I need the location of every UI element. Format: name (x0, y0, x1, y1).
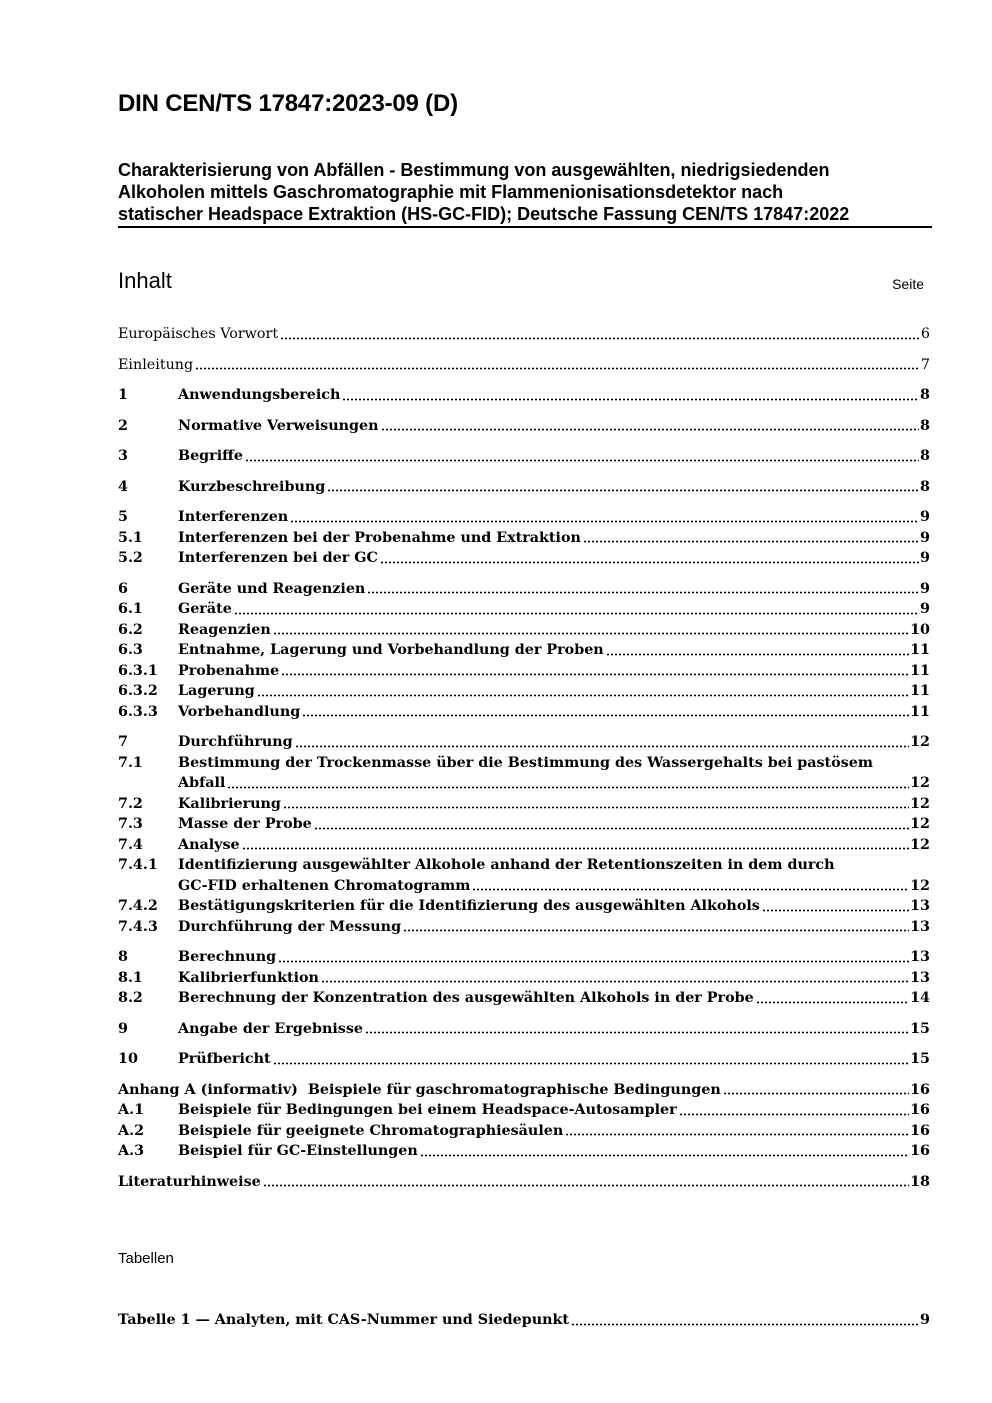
toc-entry-number: 6.3.2 (118, 683, 158, 699)
toc-entry-page: 12 (910, 775, 930, 791)
toc-entry-number: A.2 (118, 1122, 145, 1139)
toc-entry-page: 11 (910, 642, 930, 658)
document-title (118, 159, 932, 228)
leader-dots (381, 428, 920, 431)
toc-entry[interactable] (118, 1049, 930, 1070)
toc-entry[interactable] (118, 599, 930, 620)
leader-dots (263, 1184, 909, 1187)
toc-entry-number: 8.2 (118, 990, 143, 1006)
toc-entry-number: 5 (118, 509, 128, 525)
leader-dots (302, 714, 909, 717)
toc-entry-page: 12 (910, 877, 930, 894)
toc-entry-number: 7.1 (118, 754, 143, 771)
toc-entry[interactable] (118, 732, 930, 753)
toc-entry-page: 9 (920, 580, 930, 597)
toc-entry-number: 7.4.3 (118, 918, 158, 935)
toc-entry-title: Prüfbericht (178, 1051, 271, 1067)
leader-dots (472, 888, 909, 891)
toc-entry-page: 18 (910, 1173, 930, 1190)
toc-entry-page: 13 (910, 969, 930, 986)
list-of-tables (118, 1310, 930, 1331)
toc-entry-page: 12 (910, 816, 930, 832)
toc-entry-title: Literaturhinweise (118, 1173, 261, 1190)
toc-entry[interactable] (118, 548, 930, 569)
toc-entry-page: 16 (910, 1143, 930, 1159)
toc-entry-title: Lagerung (178, 683, 255, 699)
toc-entry-title: GC-FID erhaltenen Chromatogramm (178, 877, 471, 894)
toc-entry-number: 4 (118, 478, 128, 495)
toc-entry-number: 8 (118, 949, 128, 965)
title-line: Alkoholen mittels Gaschromatographie mit Flammenionisationsdetektor nach (118, 182, 784, 202)
toc-entry-page: 6 (920, 326, 930, 342)
leader-dots (762, 909, 909, 912)
toc-entry[interactable] (118, 794, 930, 815)
toc-entry-page: 8 (920, 448, 930, 464)
toc-entry[interactable] (118, 661, 930, 682)
leader-dots (723, 1092, 909, 1095)
toc-entry-title: Interferenzen bei der Probenahme und Extraktion (178, 529, 581, 546)
toc-entry[interactable] (118, 702, 930, 723)
leader-dots (278, 960, 909, 963)
toc-entry-number: 7.2 (118, 795, 143, 812)
toc-entry-title: Berechnung (178, 949, 277, 965)
toc-entry-number: 6.3.1 (118, 662, 158, 679)
toc-entry[interactable] (118, 620, 930, 641)
title-line: Charakterisierung von Abfällen - Bestimmung von ausgewählten, niedrigsiedenden (118, 160, 830, 180)
tables-heading: Tabellen (118, 1250, 174, 1267)
toc-entry-continuation[interactable] (118, 876, 930, 897)
toc-entry[interactable] (118, 528, 930, 549)
toc-entry-number: 2 (118, 417, 128, 434)
leader-dots (245, 459, 919, 462)
toc-entry-title: Entnahme, Lagerung und Vorbehandlung der Proben (178, 642, 604, 658)
toc-entry[interactable] (118, 1172, 930, 1193)
toc-entry[interactable] (118, 446, 930, 467)
toc-entry-title: Geräte (178, 601, 232, 617)
leader-dots (367, 591, 919, 594)
toc-entry[interactable] (118, 1121, 930, 1142)
toc-entry-title: Europäisches Vorwort (118, 326, 279, 342)
toc-entry-title: Normative Verweisungen (178, 417, 379, 434)
leader-dots (273, 632, 909, 635)
toc-entry-page: 9 (920, 550, 930, 566)
toc-page-label: Seite (892, 276, 924, 292)
toc-entry-number: 6.2 (118, 621, 143, 638)
leader-dots (420, 1154, 909, 1157)
toc-entry-title: Reagenzien (178, 621, 271, 638)
toc-entry-page: 9 (920, 601, 930, 617)
leader-dots (257, 694, 909, 697)
leader-dots (583, 540, 919, 543)
toc-entry[interactable] (118, 814, 930, 835)
toc-entry-title: Kalibrierfunktion (178, 969, 319, 986)
toc-entry[interactable] (118, 1019, 930, 1040)
toc-entry-title: Beispiele für Bedingungen bei einem Headspace-Autosampler (178, 1102, 677, 1118)
table-entry-page: 9 (920, 1312, 930, 1328)
toc-entry-continuation[interactable] (118, 773, 930, 794)
toc-entry[interactable] (118, 947, 930, 968)
toc-entry-page: 8 (920, 417, 930, 434)
document-id: DIN CEN/TS 17847:2023-09 (D) (118, 90, 458, 117)
toc-heading: Inhalt (118, 268, 172, 293)
toc-entry[interactable] (118, 579, 930, 600)
toc-entry-page: 12 (910, 795, 930, 812)
toc-entry-number: A.1 (118, 1102, 145, 1118)
toc-entry-title: Geräte und Reagenzien (178, 580, 366, 597)
toc-entry[interactable] (118, 1080, 930, 1101)
toc-entry-page: 7 (920, 356, 930, 373)
leader-dots (756, 1001, 909, 1004)
toc-entry-title: Masse der Probe (178, 816, 312, 832)
toc-entry-page: 9 (920, 509, 930, 525)
toc-entry-title: Begriffe (178, 448, 243, 464)
leader-dots (380, 561, 919, 564)
table-list-entry[interactable] (118, 1310, 930, 1331)
toc-entry[interactable] (118, 507, 930, 528)
toc-entry[interactable] (118, 968, 930, 989)
toc-entry-number: 5.2 (118, 550, 143, 566)
toc-entry-title: Berechnung der Konzentration des ausgewählten Alkohols in der Probe (178, 990, 754, 1006)
toc-entry-number: 5.1 (118, 529, 143, 546)
toc-entry-title: Probenahme (178, 662, 280, 679)
leader-dots (281, 673, 909, 676)
toc-entry-title: Interferenzen bei der GC (178, 550, 378, 566)
toc-entry-title: Beispiele für geeignete Chromatographiesäulen (178, 1122, 564, 1139)
toc-entry-page: 15 (910, 1051, 930, 1067)
toc-entry[interactable] (118, 835, 930, 856)
leader-dots (314, 827, 909, 830)
toc-entry-number: 7.4.1 (118, 857, 158, 873)
toc-entry-wrapped[interactable] (118, 753, 930, 774)
leader-dots (273, 1062, 910, 1065)
toc-entry-page: 8 (920, 478, 930, 495)
table-of-contents (118, 324, 930, 1192)
toc-entry-number: 3 (118, 448, 128, 464)
toc-entry-page: 10 (910, 621, 930, 638)
toc-entry-number: 10 (118, 1051, 138, 1067)
toc-entry-title: Anwendungsbereich (178, 387, 341, 403)
leader-dots (195, 367, 920, 370)
toc-entry-number: 6.1 (118, 601, 143, 617)
toc-entry-title: Anhang A (informativ) Beispiele für gaschromatographische Bedingungen (118, 1081, 721, 1098)
toc-entry-title: Durchführung (178, 734, 293, 750)
toc-entry-title: Angabe der Ergebnisse (178, 1020, 363, 1037)
toc-entry-page: 8 (920, 387, 930, 403)
toc-entry-title: Kurzbeschreibung (178, 478, 326, 495)
leader-dots (365, 1031, 909, 1034)
toc-entry-page: 15 (910, 1020, 930, 1037)
toc-entry-title: Beispiel für GC-Einstellungen (178, 1143, 418, 1159)
toc-entry-page: 14 (910, 990, 930, 1006)
toc-entry-page: 13 (910, 949, 930, 965)
leader-dots (234, 612, 919, 615)
toc-entry-number: 6.3.3 (118, 703, 158, 720)
toc-entry-number: 8.1 (118, 969, 143, 986)
leader-dots (295, 745, 909, 748)
leader-dots (283, 806, 909, 809)
toc-entry-page: 13 (910, 918, 930, 935)
toc-entry[interactable] (118, 896, 930, 917)
toc-entry-number: 1 (118, 387, 128, 403)
toc-entry-title: Bestätigungskriterien für die Identifizierung des ausgewählten Alkohols (178, 898, 760, 914)
toc-entry[interactable] (118, 385, 930, 406)
toc-entry[interactable] (118, 681, 930, 702)
toc-entry-title: Kalibrierung (178, 795, 281, 812)
toc-entry[interactable] (118, 917, 930, 938)
toc-entry-number: 7.4.2 (118, 898, 158, 914)
leader-dots (403, 929, 909, 932)
leader-dots (342, 398, 919, 401)
leader-dots (606, 653, 909, 656)
toc-entry[interactable] (118, 355, 930, 376)
leader-dots (290, 520, 919, 523)
toc-entry-title: Analyse (178, 836, 240, 853)
toc-entry-page: 9 (920, 529, 930, 546)
toc-entry-page: 16 (910, 1102, 930, 1118)
toc-entry-number: A.3 (118, 1143, 145, 1159)
toc-entry-title-line1: Identifizierung ausgewählter Alkohole anhand der Retentionszeiten in dem durch (178, 857, 835, 873)
leader-dots (571, 1323, 919, 1326)
toc-entry-number: 7.3 (118, 816, 143, 832)
leader-dots (327, 489, 919, 492)
toc-entry-title: Einleitung (118, 356, 194, 373)
leader-dots (227, 786, 909, 789)
toc-entry-number: 7 (118, 734, 128, 750)
toc-entry-title: Abfall (178, 775, 226, 791)
toc-entry[interactable] (118, 416, 930, 437)
toc-entry-page: 11 (910, 683, 930, 699)
toc-entry-number: 7.4 (118, 836, 143, 853)
leader-dots (679, 1113, 909, 1116)
toc-entry[interactable] (118, 324, 930, 345)
toc-entry-title: Interferenzen (178, 509, 289, 525)
toc-entry-number: 6 (118, 580, 128, 597)
toc-entry-title: Durchführung der Messung (178, 918, 402, 935)
toc-entry-page: 12 (910, 734, 930, 750)
toc-entry-number: 9 (118, 1020, 128, 1037)
toc-entry-page: 11 (910, 662, 930, 679)
toc-entry-wrapped[interactable] (118, 855, 930, 876)
toc-entry-page: 13 (910, 898, 930, 914)
toc-entry[interactable] (118, 988, 930, 1009)
toc-entry[interactable] (118, 1100, 930, 1121)
toc-entry[interactable] (118, 640, 930, 661)
toc-entry-page: 11 (910, 703, 930, 720)
leader-dots (280, 337, 920, 340)
toc-entry-title-line1: Bestimmung der Trockenmasse über die Bestimmung des Wassergehalts bei pastösem (178, 754, 873, 771)
toc-entry-page: 16 (910, 1081, 930, 1098)
title-line: statischer Headspace Extraktion (HS-GC-FID); Deutsche Fassung CEN/TS 17847:2022 (118, 204, 850, 224)
toc-entry-page: 12 (910, 836, 930, 853)
toc-entry-title: Vorbehandlung (178, 703, 301, 720)
leader-dots (321, 980, 909, 983)
leader-dots (565, 1133, 909, 1136)
toc-entry-page: 16 (910, 1122, 930, 1139)
table-entry-title: Tabelle 1 — Analyten, mit CAS-Nummer und Siedepunkt (118, 1312, 570, 1328)
leader-dots (242, 847, 909, 850)
toc-entry[interactable] (118, 1141, 930, 1162)
toc-entry[interactable] (118, 477, 930, 498)
toc-entry-number: 6.3 (118, 642, 143, 658)
